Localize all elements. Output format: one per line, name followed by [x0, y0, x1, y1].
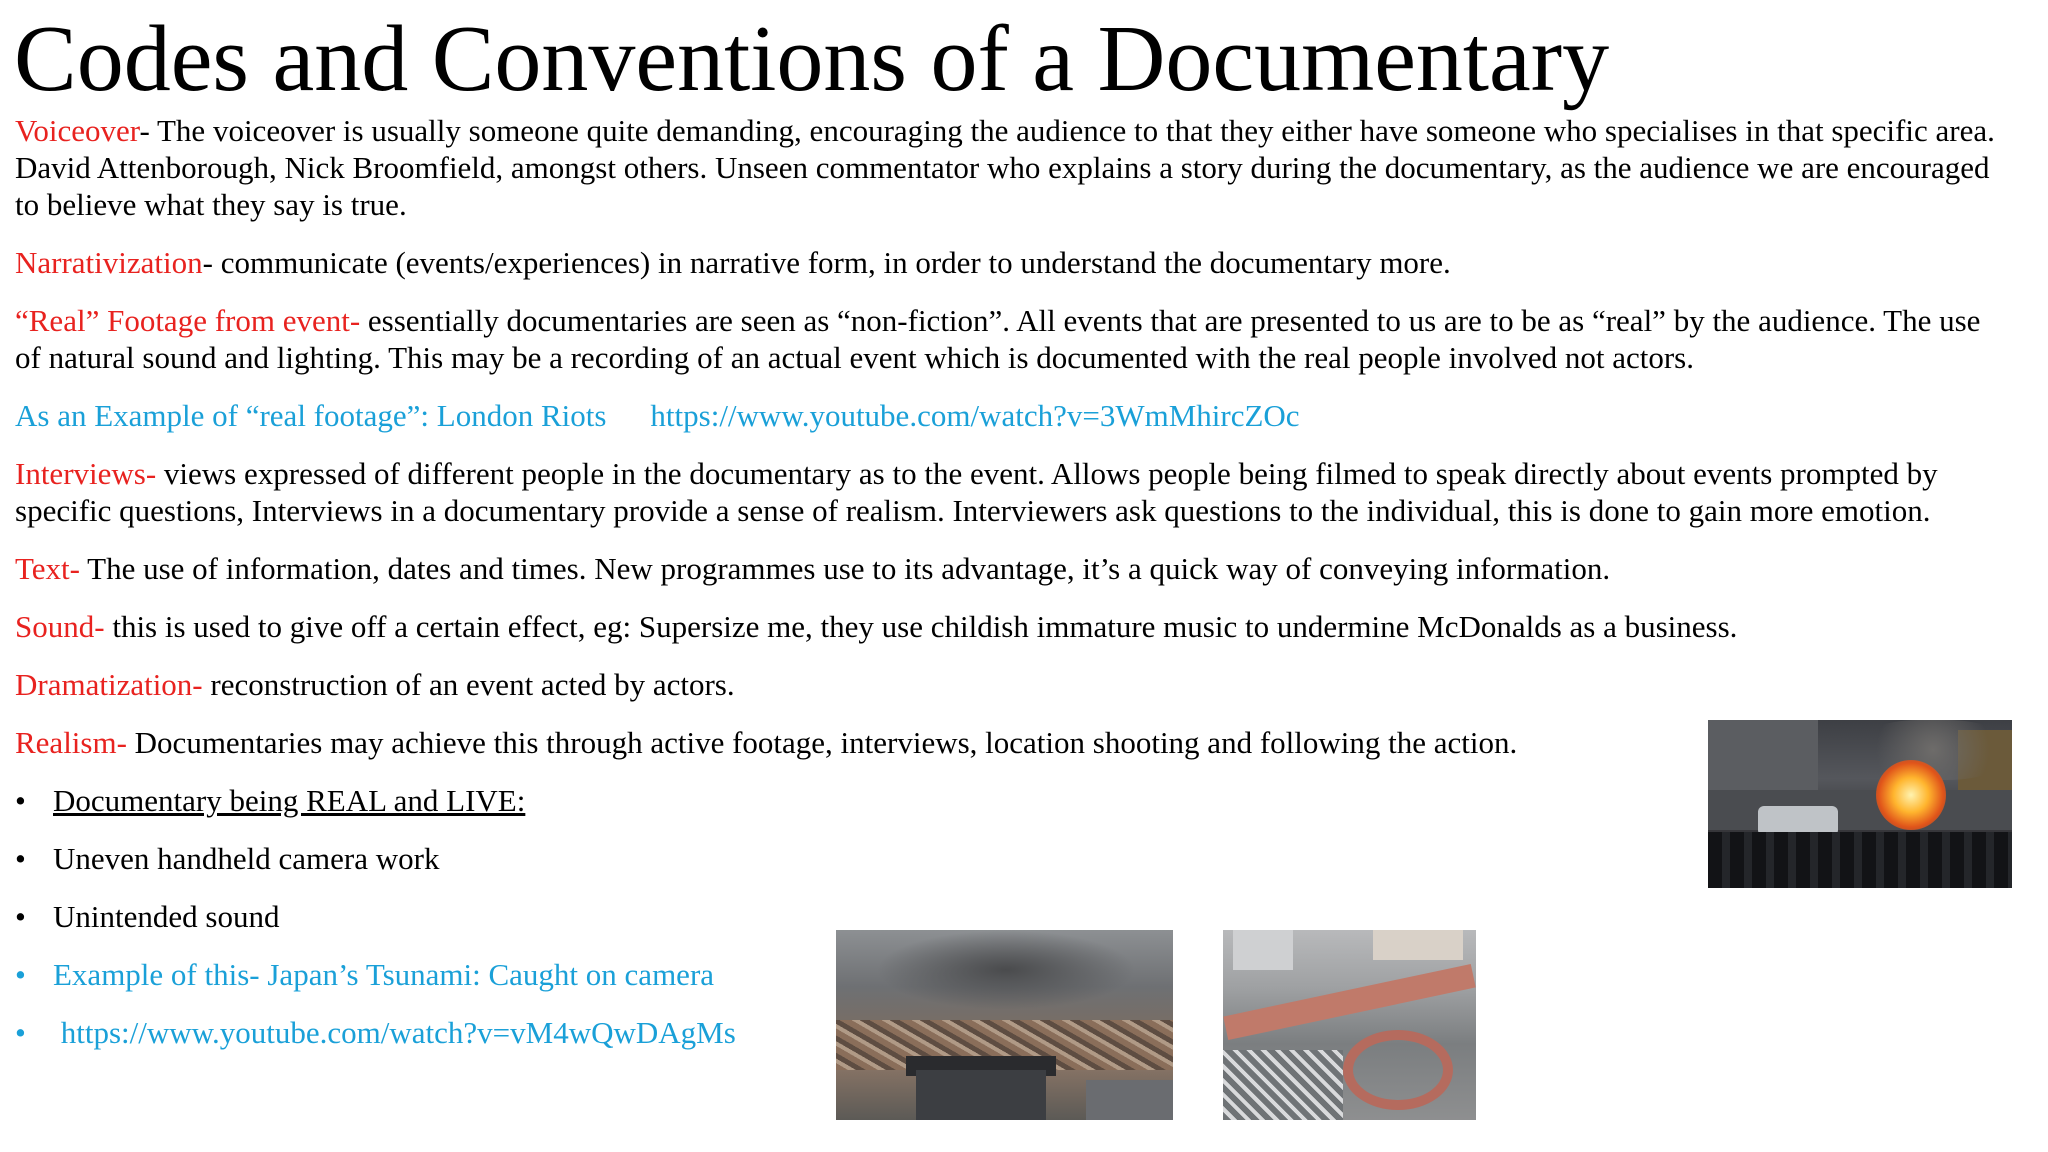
- term-realism: Realism-: [15, 725, 127, 760]
- paragraph-real-footage: [15, 302, 1995, 376]
- term-real-footage: “Real” Footage from event-: [15, 303, 361, 338]
- paragraph-interviews: [15, 455, 1995, 529]
- paragraph-voiceover: [15, 112, 1995, 223]
- term-voiceover: Voiceover: [15, 113, 140, 148]
- text-real-footage: essentially documentaries are seen as “non-fiction”. All events that are presented to us are to be as “real” by the audience. The use of natural sound and lighting. This may be a recording of an actual event which is documented with the real people involved not actors.: [15, 303, 1981, 375]
- term-dramatization: Dramatization-: [15, 667, 203, 702]
- bullet-item: [15, 782, 1995, 819]
- bullet-tsunami-example: Example of this- Japan’s Tsunami: Caught on camera: [53, 957, 715, 992]
- london-riots-link[interactable]: https://www.youtube.com/watch?v=3WmMhircZOc: [650, 398, 1300, 433]
- example-london-riots-label: As an Example of “real footage”: London Riots: [15, 398, 607, 433]
- term-narrativization: Narrativization: [15, 245, 203, 280]
- text-narrativization: - communicate (events/experiences) in narrative form, in order to understand the documentary more.: [202, 245, 1451, 280]
- bullet-item: [15, 840, 1995, 877]
- tsunami-flood-photo: [1223, 930, 1476, 1120]
- paragraph-realism: [15, 724, 1995, 761]
- paragraph-sound: [15, 608, 1995, 645]
- bullet-marker: •: [15, 841, 26, 876]
- paragraph-text: [15, 550, 1995, 587]
- paragraph-narrativization: [15, 244, 1995, 281]
- tsunami-debris-photo: [836, 930, 1173, 1120]
- london-riots-photo: [1708, 720, 2012, 888]
- slide-title: Codes and Conventions of a Documentary: [14, 7, 1610, 111]
- term-interviews: Interviews-: [15, 456, 157, 491]
- text-sound: this is used to give off a certain effect, eg: Supersize me, they use childish immature music to undermine McDonalds as a business.: [104, 609, 1738, 644]
- tsunami-link[interactable]: https://www.youtube.com/watch?v=vM4wQwDAgMs: [53, 1015, 736, 1050]
- term-sound: Sound-: [15, 609, 105, 644]
- bullet-unintended-sound: Unintended sound: [53, 899, 280, 934]
- text-dramatization: reconstruction of an event acted by actors.: [202, 667, 735, 702]
- text-interviews: views expressed of different people in the documentary as to the event. Allows people being filmed to speak directly about events prompted by specific questions, Interviews in a documentary provide a sense of realism. Interviewers ask questions to the individual, this is done to gain more emotion.: [15, 456, 1938, 528]
- term-text: Text-: [15, 551, 80, 586]
- bullet-marker: •: [15, 899, 26, 934]
- bullet-handheld-camera: Uneven handheld camera work: [53, 841, 440, 876]
- paragraph-example-real-footage: [15, 397, 1995, 434]
- bullet-real-and-live: Documentary being REAL and LIVE:: [53, 783, 526, 818]
- bullet-marker: •: [15, 957, 26, 992]
- text-realism: Documentaries may achieve this through active footage, interviews, location shooting and following the action.: [126, 725, 1518, 760]
- text-voiceover: - The voiceover is usually someone quite demanding, encouraging the audience to that they either have someone who specialises in that specific area. David Attenborough, Nick Broomfield, amongst others. Unseen commentator who explains a story during the documentary, as the audience we are encouraged to believe what they say is true.: [15, 113, 1995, 222]
- slide-body: [15, 112, 1995, 1072]
- paragraph-dramatization: [15, 666, 1995, 703]
- bullet-marker: •: [15, 1015, 26, 1050]
- bullet-marker: •: [15, 783, 26, 818]
- text-text: The use of information, dates and times. New programmes use to its advantage, it’s a quick way of conveying information.: [79, 551, 1611, 586]
